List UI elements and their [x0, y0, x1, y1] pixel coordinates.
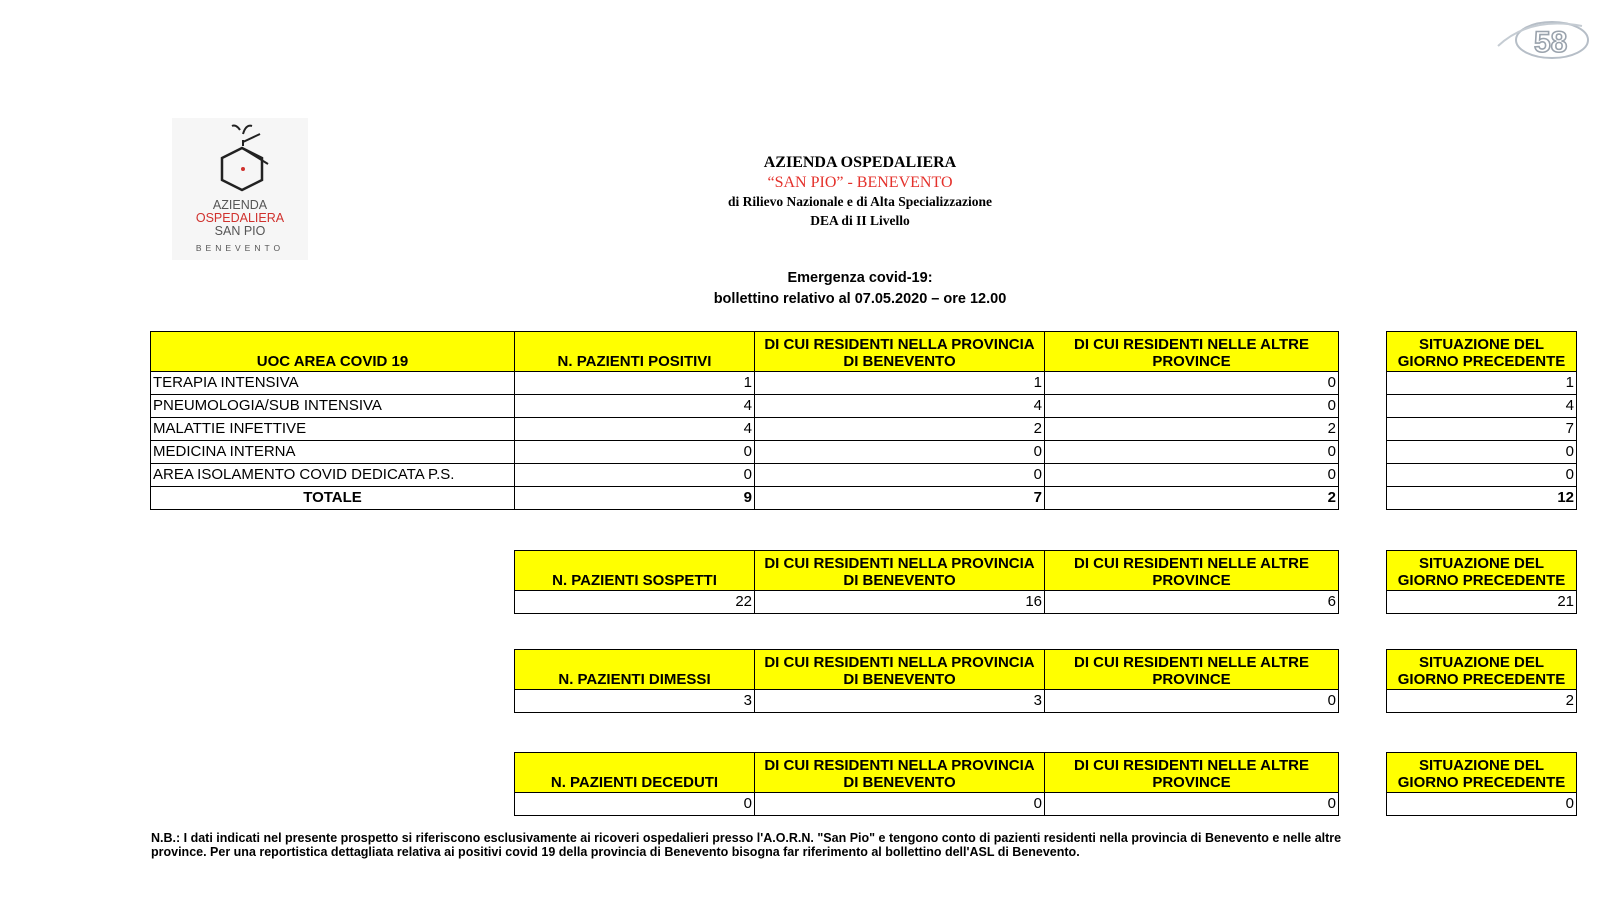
table-row: [1387, 464, 1577, 487]
sospetti-bn: 16: [755, 591, 1045, 614]
channel-watermark-logo: [1490, 12, 1590, 62]
bulletin-title: Emergenza covid-19:: [787, 270, 933, 286]
table-row: [1387, 372, 1577, 395]
table-row: [1387, 591, 1577, 614]
table-row: [1387, 418, 1577, 441]
table-row: [515, 793, 1339, 816]
row-other: 2: [1045, 418, 1339, 441]
positivi-table: [150, 331, 1339, 510]
sospetti-prev: 21: [1387, 591, 1577, 614]
dimessi-prev: 2: [1387, 690, 1577, 713]
table-row: [151, 372, 1339, 395]
positivi-prev-table: [1386, 331, 1577, 510]
prev-value: 1: [1387, 372, 1577, 395]
prev-value: 7: [1387, 418, 1577, 441]
header-rilievo: di Rilievo Nazionale e di Alta Specializzazione: [728, 194, 992, 209]
header-residenti-altre: DI CUI RESIDENTI NELLE ALTRE PROVINCE: [1045, 551, 1339, 591]
logo-text-san-pio: SAN PIO: [214, 224, 266, 238]
total-bn: 7: [755, 487, 1045, 510]
table-row: [515, 591, 1339, 614]
dimessi-bn: 3: [755, 690, 1045, 713]
row-area: AREA ISOLAMENTO COVID DEDICATA P.S.: [151, 464, 515, 487]
header-giorno-precedente: SITUAZIONE DEL GIORNO PRECEDENTE: [1387, 332, 1577, 372]
table-row: [151, 464, 1339, 487]
header-dimessi: N. PAZIENTI DIMESSI: [515, 650, 755, 690]
row-bn: 2: [755, 418, 1045, 441]
table-row: [151, 395, 1339, 418]
row-area: TERAPIA INTENSIVA: [151, 372, 515, 395]
sospetti-other: 6: [1045, 591, 1339, 614]
table-row: [1387, 395, 1577, 418]
row-bn: 0: [755, 464, 1045, 487]
row-bn: 1: [755, 372, 1045, 395]
header-giorno-precedente: SITUAZIONE DEL GIORNO PRECEDENTE: [1387, 753, 1577, 793]
total-row: [151, 487, 1339, 510]
deceduti-table: [514, 752, 1339, 816]
row-count: 0: [515, 464, 755, 487]
deceduti-prev: 0: [1387, 793, 1577, 816]
header-sospetti: N. PAZIENTI SOSPETTI: [515, 551, 755, 591]
row-bn: 4: [755, 395, 1045, 418]
header-san-pio: “SAN PIO” - BENEVENTO: [767, 174, 953, 191]
row-count: 4: [515, 395, 755, 418]
dimessi-other: 0: [1045, 690, 1339, 713]
header-azienda: AZIENDA OSPEDALIERA: [763, 154, 957, 171]
logo-text-ospedaliera: OSPEDALIERA: [195, 211, 285, 225]
total-count: 9: [515, 487, 755, 510]
total-row: [1387, 487, 1577, 510]
header-residenti-benevento: DI CUI RESIDENTI NELLA PROVINCIA DI BENEVENTO: [755, 753, 1045, 793]
footnote-line-2: province. Per una reportistica dettagliata relativa ai positivi covid 19 della provincia di Benevento bisogna far riferimento al bollettino dell'ASL di Benevento.: [151, 845, 1080, 859]
row-other: 0: [1045, 372, 1339, 395]
total-label: TOTALE: [151, 487, 515, 510]
header-residenti-altre: DI CUI RESIDENTI NELLE ALTRE PROVINCE: [1045, 753, 1339, 793]
row-count: 1: [515, 372, 755, 395]
header-residenti-altre: DI CUI RESIDENTI NELLE ALTRE PROVINCE: [1045, 332, 1339, 372]
deceduti-other: 0: [1045, 793, 1339, 816]
footnote: [151, 831, 1551, 859]
table-row: [1387, 441, 1577, 464]
header-positivi: N. PAZIENTI POSITIVI: [515, 332, 755, 372]
dimessi-prev-table: [1386, 649, 1577, 713]
logo-text-benevento: BENEVENTO: [195, 243, 285, 253]
prev-value: 4: [1387, 395, 1577, 418]
row-count: 4: [515, 418, 755, 441]
header-area: UOC AREA COVID 19: [151, 332, 515, 372]
dimessi-table: [514, 649, 1339, 713]
sospetti-prev-table: [1386, 550, 1577, 614]
header-residenti-benevento: DI CUI RESIDENTI NELLA PROVINCIA DI BENEVENTO: [755, 332, 1045, 372]
header-residenti-altre: DI CUI RESIDENTI NELLE ALTRE PROVINCE: [1045, 650, 1339, 690]
table-row: [151, 441, 1339, 464]
row-bn: 0: [755, 441, 1045, 464]
deceduti-bn: 0: [755, 793, 1045, 816]
table-row: [1387, 690, 1577, 713]
row-area: MALATTIE INFETTIVE: [151, 418, 515, 441]
header-dea: DEA di II Livello: [810, 213, 910, 228]
bulletin-subtitle: bollettino relativo al 07.05.2020 – ore 12.00: [713, 291, 1007, 307]
header-giorno-precedente: SITUAZIONE DEL GIORNO PRECEDENTE: [1387, 650, 1577, 690]
dimessi-count: 3: [515, 690, 755, 713]
row-area: MEDICINA INTERNA: [151, 441, 515, 464]
row-other: 0: [1045, 441, 1339, 464]
header-giorno-precedente: SITUAZIONE DEL GIORNO PRECEDENTE: [1387, 551, 1577, 591]
sospetti-count: 22: [515, 591, 755, 614]
logo-text-azienda: AZIENDA: [212, 198, 268, 212]
watermark-text: 58: [1534, 26, 1568, 59]
row-area: PNEUMOLOGIA/SUB INTENSIVA: [151, 395, 515, 418]
table-row: [515, 690, 1339, 713]
sospetti-table: [514, 550, 1339, 614]
header-residenti-benevento: DI CUI RESIDENTI NELLA PROVINCIA DI BENEVENTO: [755, 551, 1045, 591]
footnote-line-1: N.B.: I dati indicati nel presente prospetto si riferiscono esclusivamente ai ricoveri ospedalieri presso l'A.O.R.N. "San Pio" e tengono conto di pazienti residenti nella provincia di Benevento e nelle altre: [151, 831, 1342, 845]
row-count: 0: [515, 441, 755, 464]
positivi-header-row: [151, 332, 1339, 372]
row-other: 0: [1045, 464, 1339, 487]
deceduti-count: 0: [515, 793, 755, 816]
prev-total: 12: [1387, 487, 1577, 510]
deceduti-prev-table: [1386, 752, 1577, 816]
total-other: 2: [1045, 487, 1339, 510]
prev-value: 0: [1387, 464, 1577, 487]
table-row: [151, 418, 1339, 441]
row-other: 0: [1045, 395, 1339, 418]
prev-value: 0: [1387, 441, 1577, 464]
header-residenti-benevento: DI CUI RESIDENTI NELLA PROVINCIA DI BENEVENTO: [755, 650, 1045, 690]
table-row: [1387, 793, 1577, 816]
header-deceduti: N. PAZIENTI DECEDUTI: [515, 753, 755, 793]
